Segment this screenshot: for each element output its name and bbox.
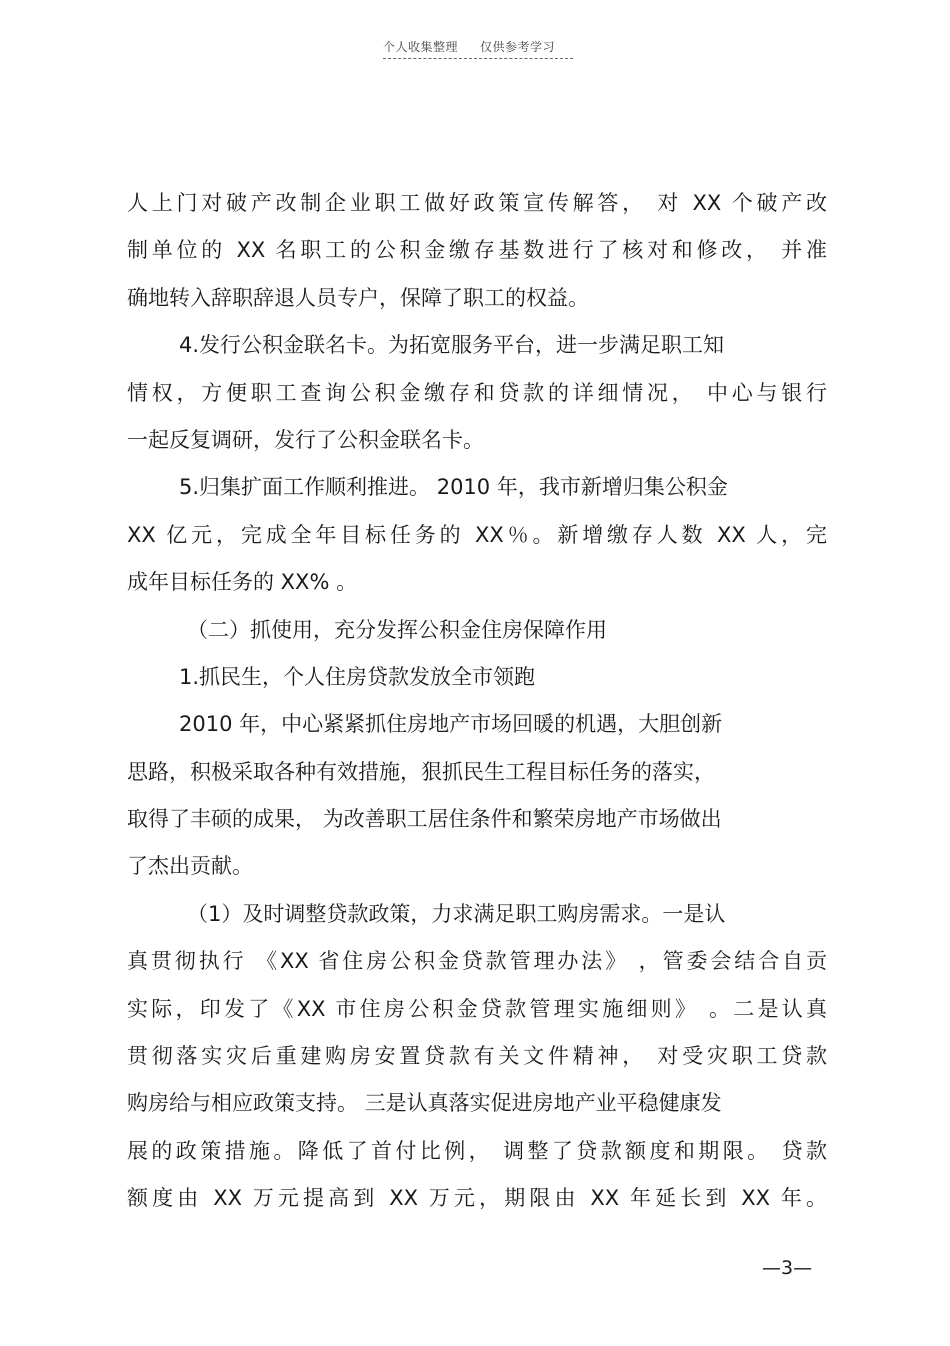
text-line: （1）及时调整贷款政策，力求满足职工购房需求。一是认 [187,901,726,926]
body-text [127,180,827,1223]
text-line: XX 亿元，完成全年目标任务的 XX％。新增缴存人数 XX 人，完 [127,522,827,547]
text-line: 购房给与相应政策支持。 三是认真落实促进房地产业平稳健康发 [127,1091,722,1116]
page-number: —3— [762,1257,813,1279]
text-line: 成年目标任务的 XX% 。 [127,570,358,595]
text-line: 额度由 XX 万元提高到 XX 万元，期限由 XX 年延长到 XX 年。 [127,1186,827,1211]
text-line: 情权，方便职工查询公积金缴存和贷款的详细情况， 中心与银行 [127,380,827,405]
text-line: 人上门对破产改制企业职工做好政策宣传解答， 对 XX 个破产改 [127,191,827,215]
text-line: 了杰出贡献。 [127,854,253,879]
header-left-text: 个人收集整理 [383,40,459,54]
text-line: 取得了丰硕的成果， 为改善职工居住条件和繁荣房地产市场做出 [127,807,722,832]
text-line: 思路，积极采取各种有效措施，狠抓民生工程目标任务的落实， [127,759,715,784]
text-line: 2010 年，中心紧紧抓住房地产市场回暖的机遇，大胆创新 [179,712,723,737]
text-line: 真贯彻执行 《XX 省住房公积金贷款管理办法》 ，管委会结合自贡 [127,949,827,974]
text-line: 贯彻落实灾后重建购房安置贷款有关文件精神， 对受灾职工贷款 [127,1044,827,1069]
section-heading: （二）抓使用，充分发挥公积金住房保障作用 [187,617,607,642]
text-line: 实际，印发了《XX 市住房公积金贷款管理实施细则》 。二是认真 [127,996,827,1021]
text-line: 4.发行公积金联名卡。为拓宽服务平台，进一步满足职工知 [179,333,725,358]
header-right-text: 仅供参考学习 [480,40,556,54]
text-line: 确地转入辞职辞退人员专户，保障了职工的权益。 [127,285,589,310]
page-header [383,38,573,55]
text-line: 一起反复调研，发行了公积金联名卡。 [127,427,484,452]
text-line: 5.归集扩面工作顺利推进。 2010 年，我市新增归集公积金 [179,475,728,500]
subsection-heading: 1.抓民生，个人住房贷款发放全市领跑 [179,664,536,689]
header-rule [383,58,573,59]
text-line: 展的政策措施。降低了首付比例， 调整了贷款额度和期限。 贷款 [127,1138,827,1163]
text-line: 制单位的 XX 名职工的公积金缴存基数进行了核对和修改， 并准 [127,238,827,263]
